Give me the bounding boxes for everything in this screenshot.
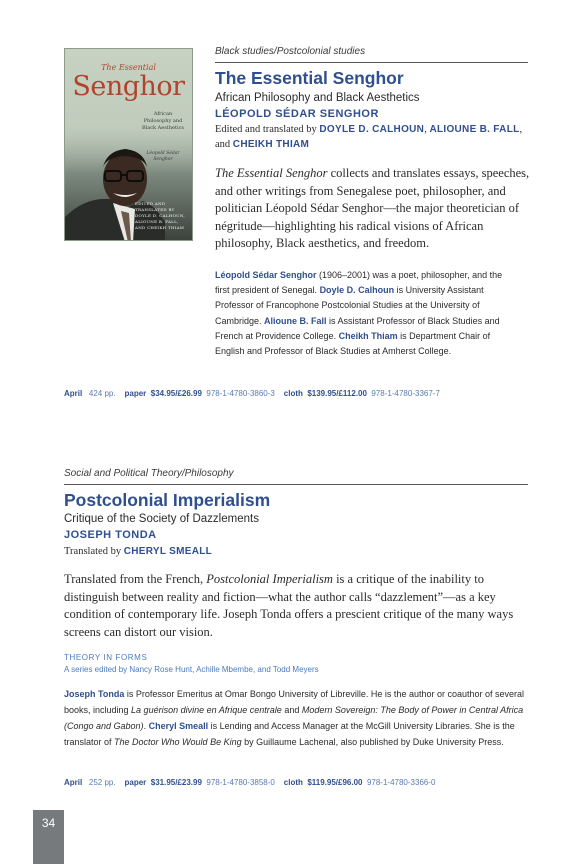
paper-price: $34.95/£26.99 [150, 389, 202, 398]
cloth-price: $139.95/£112.00 [307, 389, 367, 398]
book1-description [215, 165, 530, 253]
desc-text: is a critique of the inability to distinguish between reality and fiction—what the author calls “dazzlement”—as a key condition of contemporary life. Joseph Tonda offers a prescient critique of the many ways screens can distort our vision. [64, 572, 514, 639]
bio-name: Doyle D. Calhoun [319, 285, 395, 296]
editor-and: and [215, 139, 233, 150]
bio-text: is Assistant Professor of Black Studies and French at Providence College. [215, 315, 500, 341]
translated-prefix: Translated by [64, 546, 124, 557]
book1-pricing [64, 389, 440, 398]
desc-title-italic: The Essential Senghor [215, 166, 328, 180]
page-count: 424 pp. [88, 389, 116, 398]
bio-name: Joseph Tonda [64, 689, 125, 699]
pub-month: April [64, 778, 83, 787]
book1-subtitle: African Philosophy and Black Aesthetics [215, 92, 420, 104]
bio-book-title: La guérison divine en Afrique centrale [131, 705, 282, 715]
cloth-label: cloth [283, 778, 303, 787]
paper-label: paper [124, 389, 147, 398]
editor-sep: , [424, 124, 430, 135]
book1-author: LÉOPOLD SÉDAR SENGHOR [215, 108, 379, 120]
editor-fall: ALIOUNE B. FALL [429, 124, 520, 135]
bio-name: Cheikh Thiam [338, 330, 398, 341]
pub-month: April [64, 389, 83, 398]
book2-description [64, 571, 526, 641]
translator-name: CHERYL SMEALL [123, 546, 213, 557]
editor-thiam: CHEIKH THIAM [232, 139, 310, 150]
cover-subtitle: African Philosophy and Black Aesthetics [142, 111, 184, 131]
edited-prefix: Edited and translated by [215, 124, 320, 135]
cover-author: Léopold Sédar Senghor [146, 151, 180, 162]
book1-series: Black studies/Postcolonial studies [215, 46, 366, 57]
cover-title: Senghor [72, 71, 185, 102]
bio-book-title: Modern Sovereign: The Body of Power in Central Africa (Congo and Gabon) [64, 705, 524, 731]
bio-text: is Professor Emeritus at Omar Bongo University of Libreville. He is the author or coauthor of several books, including [64, 689, 525, 715]
book2-subtitle: Critique of the Society of Dazzlements [64, 513, 259, 525]
book1-rule [215, 62, 528, 63]
series-editors: A series edited by Nancy Rose Hunt, Achille Mbembe, and Todd Meyers [64, 665, 319, 674]
book2-series: Social and Political Theory/Philosophy [64, 468, 234, 479]
book2-title[interactable]: Postcolonial Imperialism [64, 490, 271, 510]
desc-title-italic: Postcolonial Imperialism [206, 572, 333, 586]
paper-isbn: 978-1-4780-3858-0 [206, 778, 275, 787]
paper-price: $31.95/£23.99 [150, 778, 202, 787]
book2-bio [64, 686, 528, 750]
paper-isbn: 978-1-4780-3860-3 [206, 389, 275, 398]
book2-rule [64, 484, 528, 485]
book1-title[interactable]: The Essential Senghor [215, 68, 404, 88]
book-cover-essential-senghor [64, 48, 193, 241]
bio-text: is University Assistant Professor of Francophone Postcolonial Studies at the University of Cambridge. [215, 285, 484, 326]
series-name[interactable]: THEORY IN FORMS [64, 653, 148, 662]
cloth-label: cloth [283, 389, 303, 398]
page-number: 34 [33, 810, 64, 864]
desc-text: collects and translates essays, speeches, and other writings from Senegalese poet, philosopher, and politician Léopold Sédar Senghor—the major theoretician of négritude—highlighting his radical visions of African philosophy, Black aesthetics, and freedom. [215, 166, 530, 251]
bio-text: is Department Chair of English and Professor of Black Studies at Amherst College. [215, 330, 491, 357]
page-count: 252 pp. [88, 778, 116, 787]
bio-text: and [281, 705, 302, 715]
editor-sep: , [519, 124, 523, 135]
cover-the-essential: The Essential [101, 63, 156, 72]
paper-label: paper [124, 778, 147, 787]
cloth-isbn: 978-1-4780-3366-0 [366, 778, 436, 787]
cover-credits: EDITED AND TRANSLATED BY DOYLE D. CALHOUN, ALIOUNE B. FALL, AND CHEIKH THIAM [135, 201, 185, 230]
bio-text: (1906–2001) was a poet, philosopher, and the first president of Senegal. [215, 270, 503, 296]
cloth-isbn: 978-1-4780-3367-7 [371, 389, 440, 398]
book2-pricing [64, 778, 435, 787]
bio-text: is Lending and Access Manager at the McGill University Libraries. She is the translator of [64, 721, 515, 747]
book1-editors [215, 122, 528, 152]
bio-book-title: The Doctor Who Would Be King [114, 737, 242, 747]
bio-name: Alioune B. Fall [264, 315, 327, 326]
bio-text: . [143, 721, 149, 731]
bio-name: Cheryl Smeall [148, 721, 209, 731]
desc-text: Translated from the French, [64, 572, 207, 586]
book2-translator [64, 544, 212, 559]
book2-author: JOSEPH TONDA [64, 529, 157, 541]
bio-text: by Guillaume Lachenal, also published by Duke University Press. [241, 737, 504, 747]
bio-name: Léopold Sédar Senghor [215, 270, 317, 280]
book1-bio [215, 268, 505, 359]
cloth-price: $119.95/£96.00 [307, 778, 363, 787]
editor-calhoun: DOYLE D. CALHOUN [319, 124, 425, 135]
